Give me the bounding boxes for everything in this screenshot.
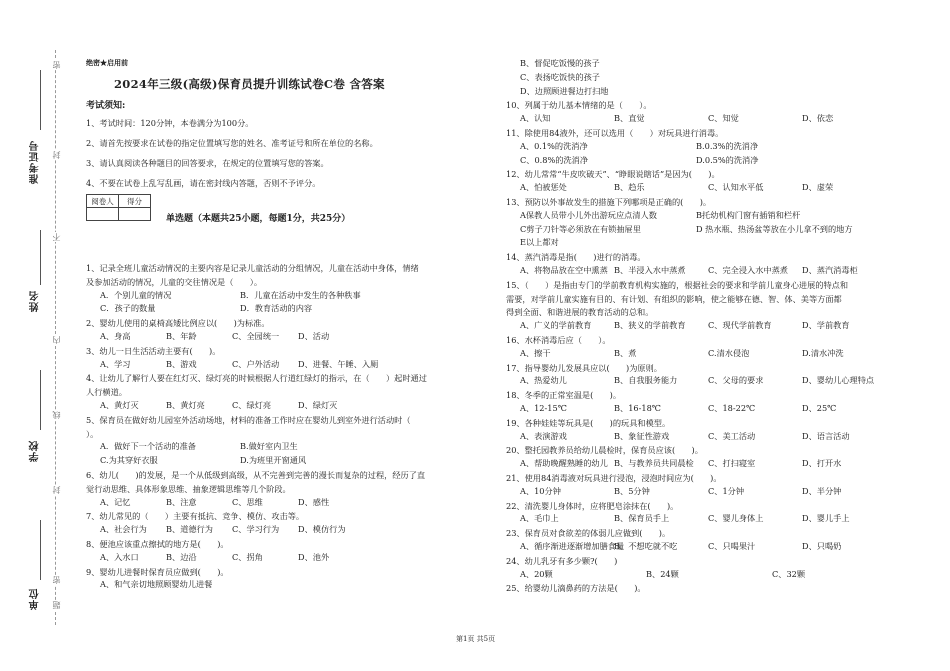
- question-stem: 13、预防以外事故发生的措施下列哪项是正确的( )。: [506, 197, 712, 207]
- answer-option[interactable]: B、保育员手上: [614, 513, 670, 524]
- question-stem: 16、水杯消毒后应（ ）。: [506, 335, 611, 345]
- question-stem: 人行横道。: [86, 387, 127, 398]
- answer-option[interactable]: D.为班里开窗通风: [240, 455, 307, 466]
- answer-option[interactable]: D、只喝奶: [802, 541, 842, 551]
- answer-option[interactable]: D、打开水: [802, 458, 842, 469]
- option-row: [520, 541, 898, 552]
- question-stem: 19、各种娃娃等玩具是( )的玩具和模型。: [506, 417, 671, 428]
- seal-char: 内: [52, 336, 61, 344]
- option-row: [100, 303, 482, 314]
- question-stem: 9、婴幼儿进餐时保育员应做到( )。: [86, 566, 229, 577]
- seal-char: 密: [52, 576, 61, 584]
- answer-option[interactable]: D．教育活动的内容: [240, 303, 313, 314]
- question-stem: 及参加活动的情况，儿童的交往情况是（ ）。: [86, 276, 263, 287]
- answer-option[interactable]: B.0.3%的洗消净: [696, 140, 759, 151]
- answer-option[interactable]: A、将物品放在空中熏蒸: [520, 265, 608, 275]
- question-stem: 24、幼儿乳牙有多少颗?( ): [506, 555, 618, 566]
- question-stem: 11、除使用84液外，还可以选用（ ）对玩具进行消毒。: [506, 128, 724, 138]
- question-stem: ）。: [86, 428, 99, 439]
- answer-option[interactable]: D、边照顾进餐边打扫地: [520, 85, 609, 96]
- option-row: [100, 400, 482, 411]
- option-row: [100, 290, 482, 301]
- answer-option[interactable]: A、20颗: [520, 568, 553, 579]
- answer-option[interactable]: C、0.8%的洗消净: [520, 154, 589, 165]
- question-stem: 1、记录全班儿童活动情况的主要内容是记录儿童活动的分组情况，儿童在活动中身体，情绪: [86, 263, 419, 273]
- answer-option[interactable]: A、入水口: [100, 551, 139, 562]
- answer-option[interactable]: C、只喝果汁: [708, 541, 756, 551]
- option-row: [520, 86, 898, 97]
- question-stem: 2、婴幼儿使用的桌椅高矮比例应以( )为标准。: [86, 318, 270, 329]
- answer-option[interactable]: C、思维: [232, 496, 263, 507]
- option-row: [100, 359, 482, 370]
- answer-option[interactable]: B、年龄: [166, 331, 197, 341]
- seal-char: 不: [52, 233, 61, 241]
- binding-margin: [0, 0, 80, 671]
- answer-option[interactable]: A、和气亲切地照顾婴幼儿进餐: [100, 579, 213, 590]
- question-stem: 觉行动思维、具体形象思维、抽象逻辑思维等几个阶段。: [86, 483, 291, 494]
- answer-option[interactable]: C、全园统一: [232, 331, 280, 341]
- answer-option[interactable]: A、黄灯灭: [100, 400, 139, 410]
- question-stem: 得到全面、和谐进展的教育活动的总和。: [506, 307, 654, 318]
- question-stem: 需要，对学前儿童实施有目的、有计划、有组织的影响，使之能够在德、智、体、美等方面都: [506, 293, 842, 304]
- option-row: [520, 113, 898, 124]
- answer-option[interactable]: B、道德行为: [166, 524, 213, 535]
- question-stem: 22、清洗婴儿身体时，应将肥皂涂抹在( )。: [506, 500, 679, 511]
- answer-option[interactable]: B、16-18℃: [614, 403, 661, 413]
- answer-option[interactable]: C、现代学前教育: [708, 320, 772, 331]
- answer-option[interactable]: B、5分钟: [614, 485, 650, 496]
- name-fill-line: [40, 230, 41, 285]
- answer-option[interactable]: C、拐角: [232, 551, 263, 562]
- option-row: [100, 524, 482, 535]
- notice-item: 3、请认真阅读各种题目的回答要求，在规定的位置填写您的答案。: [86, 158, 329, 168]
- answer-option[interactable]: D、虚荣: [802, 182, 834, 193]
- answer-option[interactable]: C、学习行为: [232, 524, 280, 535]
- option-row: [520, 320, 898, 331]
- answer-option[interactable]: E以上都对: [520, 237, 559, 248]
- option-row: [520, 403, 898, 414]
- seal-char: 封: [52, 151, 61, 159]
- question-stem: 23、保育员对食欲差的体弱儿应做到( )。: [506, 528, 671, 539]
- option-row: [100, 552, 482, 563]
- answer-option[interactable]: C.为其穿好衣服: [100, 455, 158, 466]
- option-row: [520, 141, 898, 152]
- question-stem: 15、（ ）是指由专门的学前教育机构实施的，根据社会的要求和学前儿童身心进展的特点和: [506, 279, 849, 290]
- score-cell: 得分: [119, 195, 151, 208]
- answer-option[interactable]: C、32颗: [772, 568, 806, 579]
- question-stem: 6、幼儿( )的发展，是一个从低级到高级，从不完善到完善的漫长而复杂的过程，经历了直: [86, 470, 426, 480]
- answer-option[interactable]: A、12-15℃: [520, 403, 567, 413]
- score-blank[interactable]: [119, 208, 151, 221]
- question-stem: 20、整托园教养员给幼儿晨检时，保育员应该( )。: [506, 445, 703, 456]
- answer-option[interactable]: A、广义的学前教育: [520, 320, 592, 331]
- answer-option[interactable]: D、25℃: [802, 403, 837, 413]
- option-row: [520, 513, 898, 524]
- option-row: [520, 72, 898, 83]
- answer-option[interactable]: C、户外活动: [232, 358, 280, 369]
- school-fill-line: [40, 370, 41, 430]
- answer-option[interactable]: B、自我服务能力: [614, 375, 678, 386]
- answer-option[interactable]: D.0.5%的洗消净: [696, 154, 759, 165]
- answer-option[interactable]: B、煮: [614, 347, 637, 358]
- answer-option[interactable]: C、完全浸入水中蒸煮: [708, 265, 788, 275]
- answer-option[interactable]: D、进餐、午睡、入厕: [298, 358, 379, 369]
- option-row: [100, 331, 482, 342]
- answer-option[interactable]: D、蒸汽消毒柜: [802, 265, 858, 275]
- answer-option[interactable]: A、学习: [100, 358, 131, 369]
- margin-label-exam-id: 准考证号: [30, 140, 41, 184]
- answer-option[interactable]: C、父母的要求: [708, 375, 764, 386]
- answer-option[interactable]: C、绿灯亮: [232, 400, 272, 410]
- answer-option[interactable]: B、与教养员共同晨检: [614, 458, 694, 469]
- option-row: [100, 497, 482, 508]
- score-box: [86, 194, 151, 221]
- option-row: [520, 458, 898, 469]
- question-stem: 5、保育员在做好幼儿园室外活动场地，材料的准备工作时应在婴幼儿到室外进行活动时（: [86, 414, 411, 425]
- answer-option[interactable]: B托幼机构门窗有插销和栏杆: [696, 209, 801, 220]
- option-row: [520, 155, 898, 166]
- answer-option[interactable]: A、擦干: [520, 347, 551, 358]
- question-stem: 3、幼儿一日生活活动主要有( )。: [86, 345, 221, 356]
- question-stem: 8、便池应该重点擦拭的地方是( )。: [86, 539, 229, 549]
- answer-option[interactable]: B.做好室内卫生: [240, 441, 298, 452]
- question-stem: 17、指导婴幼儿发展具应以( )为原则。: [506, 362, 662, 373]
- answer-option[interactable]: D.清水冲洗: [802, 347, 844, 358]
- option-row: [520, 182, 898, 193]
- answer-option[interactable]: C.清水侵泡: [708, 347, 750, 358]
- answer-option[interactable]: A、循序渐进逐渐增加膳食量: [520, 541, 625, 551]
- answer-option[interactable]: C、美工活动: [708, 430, 756, 441]
- question-stem: 4、让幼儿了解行人要在红灯灭、绿灯亮的时候根据人行道红绿灯的指示，在（ ）起时通过: [86, 373, 427, 384]
- answer-option[interactable]: D、依恋: [802, 113, 834, 124]
- option-row: [100, 455, 482, 466]
- unit-fill-line: [40, 520, 41, 580]
- answer-option[interactable]: A．个别儿童的情况: [100, 289, 172, 300]
- answer-option[interactable]: D、婴儿手上: [802, 513, 850, 524]
- question-stem: 7、幼儿常见的（ ）主要有抵抗、竞争、模仿、攻击等。: [86, 511, 305, 522]
- option-row: [520, 348, 898, 359]
- answer-option[interactable]: B、半浸入水中蒸煮: [614, 265, 686, 275]
- page-title: 2024年三级(高级)保育员提升训练试卷C卷 含答案: [114, 77, 385, 91]
- answer-option[interactable]: C剪子刀针等必须放在有锁抽屉里: [520, 223, 641, 234]
- question-stem: 25、给婴幼儿滴鼻药的方法是( )。: [506, 583, 646, 594]
- secret-label: 绝密★启用前: [86, 58, 128, 67]
- answer-option[interactable]: D 热水瓶、热汤盆等放在小儿拿不到的地方: [696, 223, 853, 234]
- answer-option[interactable]: D、感性: [298, 496, 330, 507]
- option-row: [520, 375, 898, 386]
- answer-option[interactable]: B、24颗: [646, 568, 679, 579]
- option-row: [520, 210, 898, 221]
- option-row: [520, 58, 898, 69]
- answer-option[interactable]: C、知觉: [708, 113, 739, 124]
- notice-heading: 考试须知:: [86, 101, 126, 111]
- question-stem: 14、蒸汽消毒是指( )进行的消毒。: [506, 252, 646, 263]
- answer-option[interactable]: C、1分钟: [708, 485, 745, 496]
- seal-char: 线: [52, 411, 61, 419]
- option-row: [520, 265, 898, 276]
- answer-option[interactable]: A、热爱幼儿: [520, 375, 567, 386]
- option-row: [520, 237, 898, 248]
- margin-label-school: 学校: [30, 440, 41, 462]
- answer-option[interactable]: D、模仿行为: [298, 524, 346, 535]
- option-row: [520, 486, 898, 497]
- answer-option[interactable]: A、帮助晚醒熟睡的幼儿: [520, 458, 608, 469]
- answer-option[interactable]: D、婴幼儿心理特点: [802, 375, 875, 386]
- notice-item: 2、请首先按要求在试卷的指定位置填写您的姓名、准考证号和所在单位的名称。: [86, 138, 378, 148]
- seal-char: 封: [52, 486, 61, 494]
- option-row: [100, 579, 482, 590]
- answer-option[interactable]: A、表演游戏: [520, 430, 567, 441]
- margin-label-unit: 单位: [30, 588, 41, 610]
- page-footer: 第1页 共5页: [456, 635, 496, 643]
- answer-option[interactable]: B、黄灯亮: [166, 400, 205, 410]
- answer-option[interactable]: B、狭义的学前教育: [614, 320, 686, 331]
- answer-option[interactable]: D、池外: [298, 551, 330, 562]
- answer-option[interactable]: D、学前教育: [802, 320, 850, 331]
- option-row: [520, 431, 898, 442]
- answer-option[interactable]: A．做好下一个活动的准备: [100, 441, 196, 452]
- answer-option[interactable]: A、社会行为: [100, 524, 147, 535]
- answer-option[interactable]: B、边沿: [166, 551, 197, 562]
- answer-option[interactable]: A、10分钟: [520, 485, 561, 496]
- answer-option[interactable]: D、绿灯灭: [298, 400, 338, 410]
- answer-option[interactable]: B、注意: [166, 496, 197, 507]
- answer-option[interactable]: C、18-22℃: [708, 403, 756, 413]
- answer-option[interactable]: C、表扬吃饭快的孩子: [520, 71, 600, 82]
- notice-item: 4、不要在试卷上乱写乱画，请在密封线内答题，否则不予评分。: [86, 178, 321, 188]
- notice-item: 1、考试时间：120分钟，本卷满分为100分。: [86, 118, 254, 128]
- option-row: [520, 224, 898, 235]
- question-stem: 21、使用84消毒液对玩具进行浸泡，浸泡时间应为( )。: [506, 473, 722, 483]
- answer-option[interactable]: B、象征性游戏: [614, 430, 670, 441]
- seal-char: 题: [52, 601, 61, 609]
- answer-option[interactable]: B、直觉: [614, 113, 645, 124]
- answer-option[interactable]: A、毛巾上: [520, 513, 559, 524]
- answer-option[interactable]: A保教人员带小儿外出游玩应点清人数: [520, 209, 657, 220]
- question-stem: 10、列属于幼儿基本情绪的是（ ）。: [506, 100, 652, 111]
- answer-option[interactable]: B、游戏: [166, 358, 197, 369]
- answer-option[interactable]: A、记忆: [100, 496, 131, 507]
- answer-option[interactable]: C、打扫寝室: [708, 458, 756, 469]
- question-stem: 18、冬季的正常室温是( )。: [506, 390, 622, 401]
- answer-option[interactable]: B、趋乐: [614, 182, 645, 193]
- option-row: [100, 441, 482, 452]
- seal-char: 密: [52, 61, 61, 69]
- answer-option[interactable]: B．儿童在活动中发生的各种秩事: [240, 289, 361, 300]
- answer-option[interactable]: A、身高: [100, 331, 131, 341]
- exam-id-fill-line: [40, 70, 41, 130]
- answer-option[interactable]: D、语言活动: [802, 430, 850, 441]
- margin-label-name: 姓名: [30, 290, 41, 312]
- answer-option[interactable]: A、认知: [520, 113, 551, 124]
- answer-option[interactable]: C．孩子的数量: [100, 303, 156, 314]
- section-heading: 单选题（本题共25小题，每题1分，共25分）: [166, 214, 351, 224]
- answer-option[interactable]: D、半分钟: [802, 485, 842, 496]
- answer-option[interactable]: D、活动: [298, 331, 330, 341]
- reviewer-cell: 阅卷人: [87, 195, 119, 208]
- question-stem: 12、幼儿常常“牛皮吹破天”、“睁眼说瞎话”是因为( )。: [506, 169, 720, 180]
- answer-option[interactable]: B、督促吃饭慢的孩子: [520, 58, 600, 68]
- answer-option[interactable]: A、怕被惩处: [520, 182, 567, 193]
- answer-option[interactable]: A、0.1%的洗消净: [520, 140, 588, 151]
- reviewer-blank[interactable]: [87, 208, 119, 221]
- option-row: [520, 569, 898, 580]
- answer-option[interactable]: C、认知水平低: [708, 182, 764, 193]
- answer-option[interactable]: B、不想吃就不吃: [614, 541, 678, 551]
- answer-option[interactable]: C、婴儿身体上: [708, 513, 764, 524]
